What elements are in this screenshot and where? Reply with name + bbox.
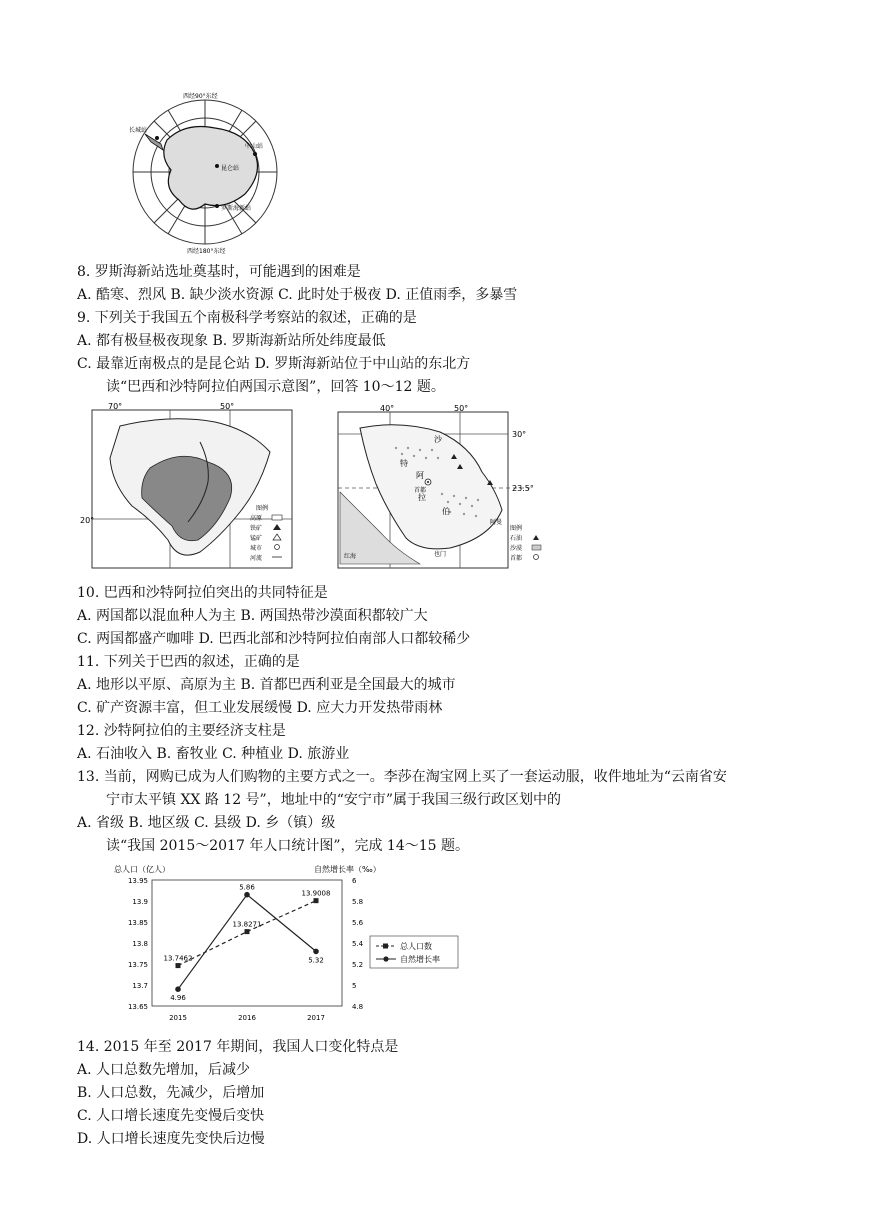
saudi-name-4: 拉 [418, 493, 426, 502]
brazil-map [80, 402, 296, 572]
svg-text:图例: 图例 [256, 505, 269, 512]
q14-option-b: B. 人口总数，先减少，后增加 [77, 1085, 265, 1101]
saudi-place-red-sea: 红海 [344, 553, 357, 560]
saudi-place-oman: 阿曼 [490, 519, 503, 526]
q12-options: A. 石油收入 B. 畜牧业 C. 种植业 D. 旅游业 [77, 746, 350, 762]
q9-options-2: C. 最靠近南极点的是昆仑站 D. 罗斯海新站位于中山站的东北方 [77, 356, 471, 372]
station-great-wall-marker [155, 136, 159, 140]
q11-stem: 11. 下列关于巴西的叙述，正确的是 [77, 654, 300, 670]
point-total-population-2015 [176, 963, 181, 968]
q14-option-d: D. 人口增长速度先变快后边慢 [77, 1131, 265, 1147]
point-total-population-2017 [314, 898, 319, 903]
q8-stem: 8. 罗斯海新站选址奠基时，可能遇到的困难是 [77, 264, 361, 280]
antarctic-map [105, 92, 305, 257]
q11-options-1: A. 地形以平原、高原为主 B. 首都巴西利亚是全国最大的城市 [77, 677, 456, 693]
saudi-lon-40: 40° [380, 404, 395, 413]
y-tick-left-6: 13.65 [127, 1003, 148, 1011]
x-tick-2017: 2017 [307, 1014, 325, 1022]
antarctic-bottom-label: 西经180°东经 [187, 248, 226, 255]
x-tick-2015: 2015 [169, 1014, 187, 1022]
y-tick-right-1: 5.8 [352, 898, 364, 906]
svg-text:石油: 石油 [510, 535, 523, 542]
saudi-name-5: 伯 [442, 507, 450, 516]
brazil-lat-20: 20° [80, 516, 95, 525]
station-ross-sea-marker [215, 204, 219, 208]
q13-options: A. 省级 B. 地区级 C. 县级 D. 乡（镇）级 [77, 815, 336, 831]
x-tick-2016: 2016 [238, 1014, 256, 1022]
legend-growth-rate: 自然增长率 [400, 955, 440, 964]
chart-ylabel-left: 总人口（亿人） [114, 865, 170, 874]
y-tick-right-3: 5.4 [352, 940, 364, 948]
y-tick-left-2: 13.85 [127, 919, 148, 927]
label-growth-rate-2017: 5.32 [308, 956, 324, 965]
q12-stem: 12. 沙特阿拉伯的主要经济支柱是 [77, 723, 286, 739]
station-kunlun: 昆仑站 [221, 165, 240, 172]
svg-text:铁矿: 铁矿 [250, 525, 263, 532]
chart-legend [370, 936, 458, 968]
saudi-place-yemen: 也门 [434, 551, 447, 558]
point-growth-rate-2017 [313, 949, 319, 955]
svg-text:锰矿: 锰矿 [250, 535, 263, 542]
brazil-legend [250, 504, 282, 562]
y-tick-left-5: 13.7 [132, 982, 148, 990]
saudi-name-1: 沙 [434, 435, 442, 444]
brazil-lon-50: 50° [220, 402, 235, 411]
q14-stem: 14. 2015 年至 2017 年期间，我国人口变化特点是 [77, 1039, 399, 1055]
y-tick-right-4: 5.2 [352, 961, 364, 969]
svg-text:沙漠: 沙漠 [510, 545, 523, 552]
q11-options-2: C. 矿产资源丰富，但工业发展缓慢 D. 应大力开发热带雨林 [77, 700, 443, 716]
point-growth-rate-2016 [244, 892, 250, 898]
saudi-name-3: 阿 [416, 471, 424, 480]
q13-stem-1: 13. 当前，网购已成为人们购物的主要方式之一。李莎在淘宝网上买了一套运动服，收件地址为“云南省安 [77, 769, 727, 785]
y-tick-right-0: 6 [352, 877, 357, 885]
y-tick-left-0: 13.95 [127, 877, 148, 885]
q9-options-1: A. 都有极昼极夜现象 B. 罗斯海新站所处纬度最低 [77, 333, 386, 349]
saudi-name-2: 特 [400, 459, 408, 468]
intro-14-15: 读“我国 2015～2017 年人口统计图”，完成 14～15 题。 [106, 838, 470, 854]
brazil-lon-70: 70° [108, 402, 123, 411]
q14-option-a: A. 人口总数先增加，后减少 [77, 1062, 251, 1078]
saudi-tropic: 23.5° [512, 484, 534, 493]
q10-options-2: C. 两国都盛产咖啡 D. 巴西北部和沙特阿拉伯南部人口都较稀少 [77, 631, 471, 647]
station-zhongshan: 中山站 [245, 143, 264, 150]
svg-text:高原: 高原 [250, 515, 263, 522]
y-tick-right-5: 5 [352, 982, 357, 990]
y-tick-left-1: 13.9 [132, 898, 148, 906]
q10-stem: 10. 巴西和沙特阿拉伯突出的共同特征是 [77, 585, 328, 601]
q10-options-1: A. 两国都以混血种人为主 B. 两国热带沙漠面积都较广大 [77, 608, 428, 624]
station-kunlun-marker [215, 164, 219, 168]
label-total-population-2017: 13.9008 [301, 889, 331, 898]
legend-total-population: 总人口数 [400, 942, 432, 951]
q8-options: A. 酷寒、烈风 B. 缺少淡水资源 C. 此时处于极夜 D. 正值雨季，多暴雪 [77, 287, 518, 303]
y-tick-left-3: 13.8 [132, 940, 148, 948]
label-growth-rate-2016: 5.86 [239, 883, 255, 892]
q14-option-c: C. 人口增长速度先变慢后变快 [77, 1108, 265, 1124]
saudi-place-capital: 首都 [414, 487, 427, 494]
y-tick-right-6: 4.8 [352, 1003, 364, 1011]
saudi-map [330, 402, 552, 572]
svg-text:城市: 城市 [250, 545, 263, 552]
station-ross-sea: 罗斯海新站 [221, 205, 252, 212]
q13-stem-2: 宁市太平镇 XX 路 12 号”，地址中的“安宁市”属于我国三级行政区划中的 [106, 792, 562, 808]
q9-stem: 9. 下列关于我国五个南极科学考察站的叙述，正确的是 [77, 310, 417, 326]
series-growth-rate-line [178, 895, 316, 990]
svg-text:首都: 首都 [510, 555, 523, 562]
station-great-wall: 长城站 [129, 127, 148, 134]
antarctic-top-label: 西经90°东经 [183, 93, 218, 100]
intro-10-12: 读“巴西和沙特阿拉伯两国示意图”，回答 10～12 题。 [106, 379, 445, 395]
svg-text:河流: 河流 [250, 555, 263, 562]
label-total-population-2016: 13.8271 [232, 920, 262, 929]
y-tick-left-4: 13.75 [127, 961, 148, 969]
saudi-legend [510, 524, 541, 562]
y-tick-right-2: 5.6 [352, 919, 364, 927]
saudi-lon-50: 50° [454, 404, 469, 413]
label-growth-rate-2015: 4.96 [170, 994, 186, 1003]
point-growth-rate-2015 [175, 986, 181, 992]
saudi-lat-30: 30° [512, 430, 527, 439]
svg-text:图例: 图例 [510, 525, 523, 532]
chart-ylabel-right: 自然增长率（‰） [314, 865, 381, 874]
point-total-population-2016 [245, 929, 250, 934]
label-total-population-2015: 13.7462 [163, 954, 193, 963]
population-chart [108, 862, 464, 1030]
station-zhongshan-marker [253, 152, 257, 156]
